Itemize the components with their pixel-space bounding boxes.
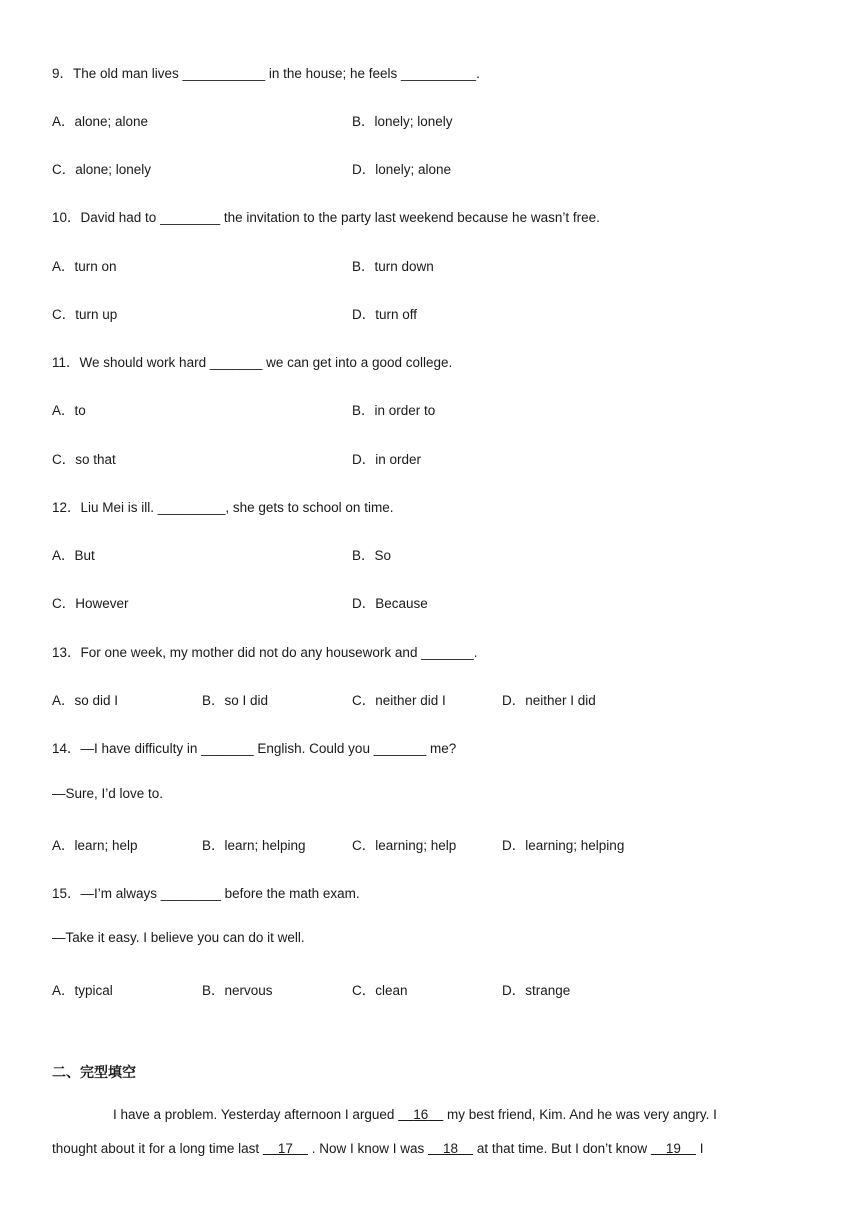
cloze-blank-19 (651, 1141, 696, 1156)
q11-option-b: B．in order to (352, 403, 436, 418)
blank-number: 17 (277, 1141, 293, 1156)
q14-option-c: C．learning; help (352, 838, 457, 853)
question-9-stem: 9．The old man lives ___________ in the house; he feels __________. (52, 66, 480, 81)
question-15-stem: 15．—I’m always ________ before the math exam. (52, 886, 360, 901)
q11-option-a: A．to (52, 403, 86, 418)
q15-option-b: B．nervous (202, 983, 273, 998)
cloze-blank-18 (428, 1141, 473, 1156)
question-14-reply: —Sure, I’d love to. (52, 786, 164, 801)
q11-option-c: C．so that (52, 452, 116, 467)
q13-option-b: B．so I did (202, 693, 269, 708)
q10-option-c: C．turn up (52, 307, 118, 322)
cloze-text: I (695, 1141, 704, 1156)
q10-option-b: B．turn down (352, 259, 434, 274)
q9-option-a: A．alone; alone (52, 114, 149, 129)
q12-option-d: D．Because (352, 596, 428, 611)
q10-option-a: A．turn on (52, 259, 117, 274)
q14-option-d: D．learning; helping (502, 838, 625, 853)
q15-option-d: D．strange (502, 983, 571, 998)
question-12-stem: 12．Liu Mei is ill. _________, she gets to school on time. (52, 500, 394, 515)
q9-option-d: D．lonely; alone (352, 162, 452, 177)
blank-number: 18 (443, 1141, 459, 1156)
cloze-text: thought about it for a long time last (52, 1141, 263, 1156)
q13-option-d: D．neither I did (502, 693, 596, 708)
q10-option-d: D．turn off (352, 307, 418, 322)
question-15-reply: —Take it easy. I believe you can do it well. (52, 930, 305, 945)
q11-option-d: D．in order (352, 452, 422, 467)
cloze-text: at that time. But I don’t know (473, 1141, 651, 1156)
cloze-blank-16 (398, 1107, 443, 1122)
q12-option-c: C．However (52, 596, 129, 611)
cloze-text: my best friend, Kim. And he was very angry. I (443, 1107, 717, 1122)
cloze-paragraph-line-1 (113, 1107, 860, 1122)
q15-option-a: A．typical (52, 983, 113, 998)
question-11-stem: 11．We should work hard _______ we can get into a good college. (52, 355, 453, 370)
q15-option-c: C．clean (352, 983, 408, 998)
q13-option-c: C．neither did I (352, 693, 446, 708)
q12-option-b: B．So (352, 548, 392, 563)
cloze-text: I have a problem. Yesterday afternoon I argued (113, 1107, 399, 1122)
cloze-blank-17 (263, 1141, 308, 1156)
q9-option-b: B．lonely; lonely (352, 114, 453, 129)
question-13-stem: 13．For one week, my mother did not do any housework and _______. (52, 645, 478, 660)
section-heading: 二、完型填空 (52, 1065, 136, 1081)
cloze-paragraph-line-2 (52, 1141, 812, 1156)
blank-number: 19 (665, 1141, 681, 1156)
question-14-stem: 14．—I have difficulty in _______ English. Could you _______ me? (52, 741, 457, 756)
blank-number: 16 (413, 1107, 429, 1122)
q14-option-a: A．learn; help (52, 838, 138, 853)
q9-option-c: C．alone; lonely (52, 162, 152, 177)
q12-option-a: A．But (52, 548, 95, 563)
cloze-text: . Now I know I was (307, 1141, 428, 1156)
question-10-stem: 10．David had to ________ the invitation to the party last weekend because he wasn’t free. (52, 210, 600, 225)
q13-option-a: A．so did I (52, 693, 119, 708)
q14-option-b: B．learn; helping (202, 838, 306, 853)
